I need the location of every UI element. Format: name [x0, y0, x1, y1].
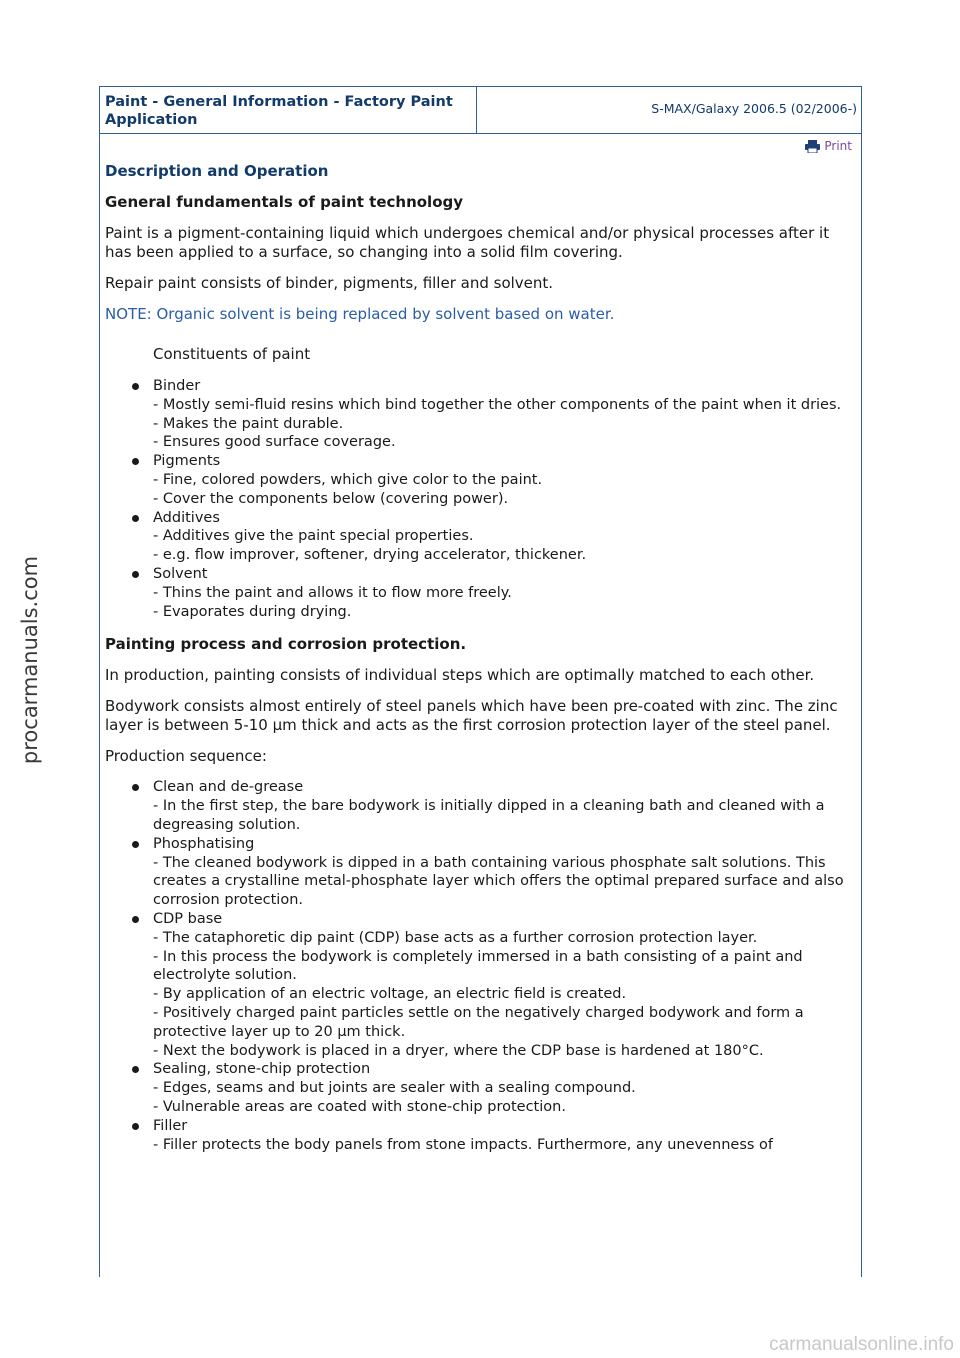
list-item [153, 778, 856, 834]
list-item [153, 377, 856, 452]
constituents-heading: Constituents of paint [153, 345, 311, 363]
list-item-detail: - Evaporates during drying. [153, 603, 352, 620]
list-item-detail: - Edges, seams and but joints are sealer with a sealing compound. [153, 1080, 636, 1097]
page-header [100, 87, 861, 134]
section-title: Description and Operation [105, 162, 329, 180]
model-label: S-MAX/Galaxy 2006.5 (02/2006-) [651, 101, 857, 116]
list-item-label: Filler [153, 1117, 188, 1134]
list-item-detail: - Cover the components below (covering power). [153, 490, 509, 507]
list-item-label: Additives [153, 509, 220, 526]
list-item-label: Phosphatising [153, 835, 255, 852]
footer-watermark: carmanualsonline.info [769, 1334, 954, 1355]
list-item-label: Pigments [153, 453, 221, 470]
list-item-detail: - Thins the paint and allows it to flow more freely. [153, 584, 512, 601]
print-button[interactable] [805, 139, 852, 153]
bullet-icon [132, 515, 139, 522]
list-item-detail: - Vulnerable areas are coated with stone-chip protection. [153, 1098, 566, 1115]
heading-fundamentals: General fundamentals of paint technology [105, 193, 464, 211]
list-item-detail: - Makes the paint durable. [153, 415, 344, 432]
list-item [153, 565, 856, 621]
heading-painting: Painting process and corrosion protection. [105, 635, 467, 654]
list-item [153, 452, 856, 508]
bullet-icon [132, 916, 139, 923]
list-item-detail: - By application of an electric voltage, an electric field is created. [153, 986, 627, 1003]
note: NOTE: Organic solvent is being replaced by solvent based on water. [105, 305, 615, 323]
list-item-detail: - In the first step, the bare bodywork is initially dipped in a cleaning bath and cleaned with a degreasing solution. [153, 798, 825, 833]
manual-page [99, 86, 862, 1277]
constituents-list [105, 377, 856, 621]
list-item-label: Solvent [153, 565, 208, 582]
side-watermark: procarmanuals.com [18, 555, 42, 765]
bullet-icon [132, 458, 139, 465]
list-item-detail: - Fine, colored powders, which give color to the paint. [153, 471, 543, 488]
bullet-icon [132, 1066, 139, 1073]
paragraph: Production sequence: [105, 747, 267, 766]
bullet-icon [132, 383, 139, 390]
list-item-detail: - Positively charged paint particles settle on the negatively charged bodywork and form a protective layer up to 20 µm thick. [153, 1004, 804, 1040]
bullet-icon [132, 841, 139, 848]
list-item [153, 1117, 856, 1155]
page-content [100, 162, 861, 1154]
list-item-label: Sealing, stone-chip protection [153, 1061, 371, 1078]
print-label: Print [824, 139, 852, 153]
list-item [153, 1060, 856, 1116]
list-item-detail: - Ensures good surface coverage. [153, 434, 396, 451]
printer-icon [805, 140, 820, 153]
bullet-icon [132, 571, 139, 578]
list-item-detail: - Filler protects the body panels from stone impacts. Furthermore, any unevenness of [153, 1136, 774, 1153]
paragraph: Repair paint consists of binder, pigments, filler and solvent. [105, 274, 554, 292]
paragraph: In production, painting consists of individual steps which are optimally matched to each other. [105, 666, 815, 685]
list-item-detail: - The cleaned bodywork is dipped in a bath containing various phosphate salt solutions. This creates a crystalline metal-phosphate layer which offers the optimal prepared surface and also corrosion protection. [153, 854, 844, 909]
list-item [153, 509, 856, 565]
list-item-detail: - In this process the bodywork is completely immersed in a bath consisting of a paint and electrolyte solution. [153, 948, 803, 984]
list-item-detail: - Next the bodywork is placed in a dryer, where the CDP base is hardened at 180°C. [153, 1042, 764, 1059]
paragraph: Paint is a pigment-containing liquid which undergoes chemical and/or physical processes after it has been applied to a surface, so changing into a solid film covering. [105, 224, 830, 261]
list-item-detail: - Additives give the paint special properties. [153, 528, 474, 545]
sequence-list [105, 778, 856, 1154]
paragraph: Bodywork consists almost entirely of steel panels which have been pre-coated with zinc. The zinc layer is between 5-10 µm thick and acts as the first corrosion protection layer of the steel panel. [105, 697, 838, 735]
page-title: Paint - General Information - Factory Paint Application [100, 87, 477, 133]
list-item-label: Binder [153, 378, 201, 394]
bullet-icon [132, 1123, 139, 1130]
list-item-label: CDP base [153, 910, 223, 927]
list-item [153, 910, 856, 1060]
list-item-detail: - The cataphoretic dip paint (CDP) base acts as a further corrosion protection layer. [153, 929, 758, 946]
bullet-icon [132, 784, 139, 791]
list-item [153, 835, 856, 910]
list-item-label: Clean and de-grease [153, 779, 304, 796]
list-item-detail: - e.g. flow improver, softener, drying accelerator, thickener. [153, 547, 587, 564]
list-item-detail: - Mostly semi-fluid resins which bind together the other components of the paint when it dries. [153, 396, 842, 413]
